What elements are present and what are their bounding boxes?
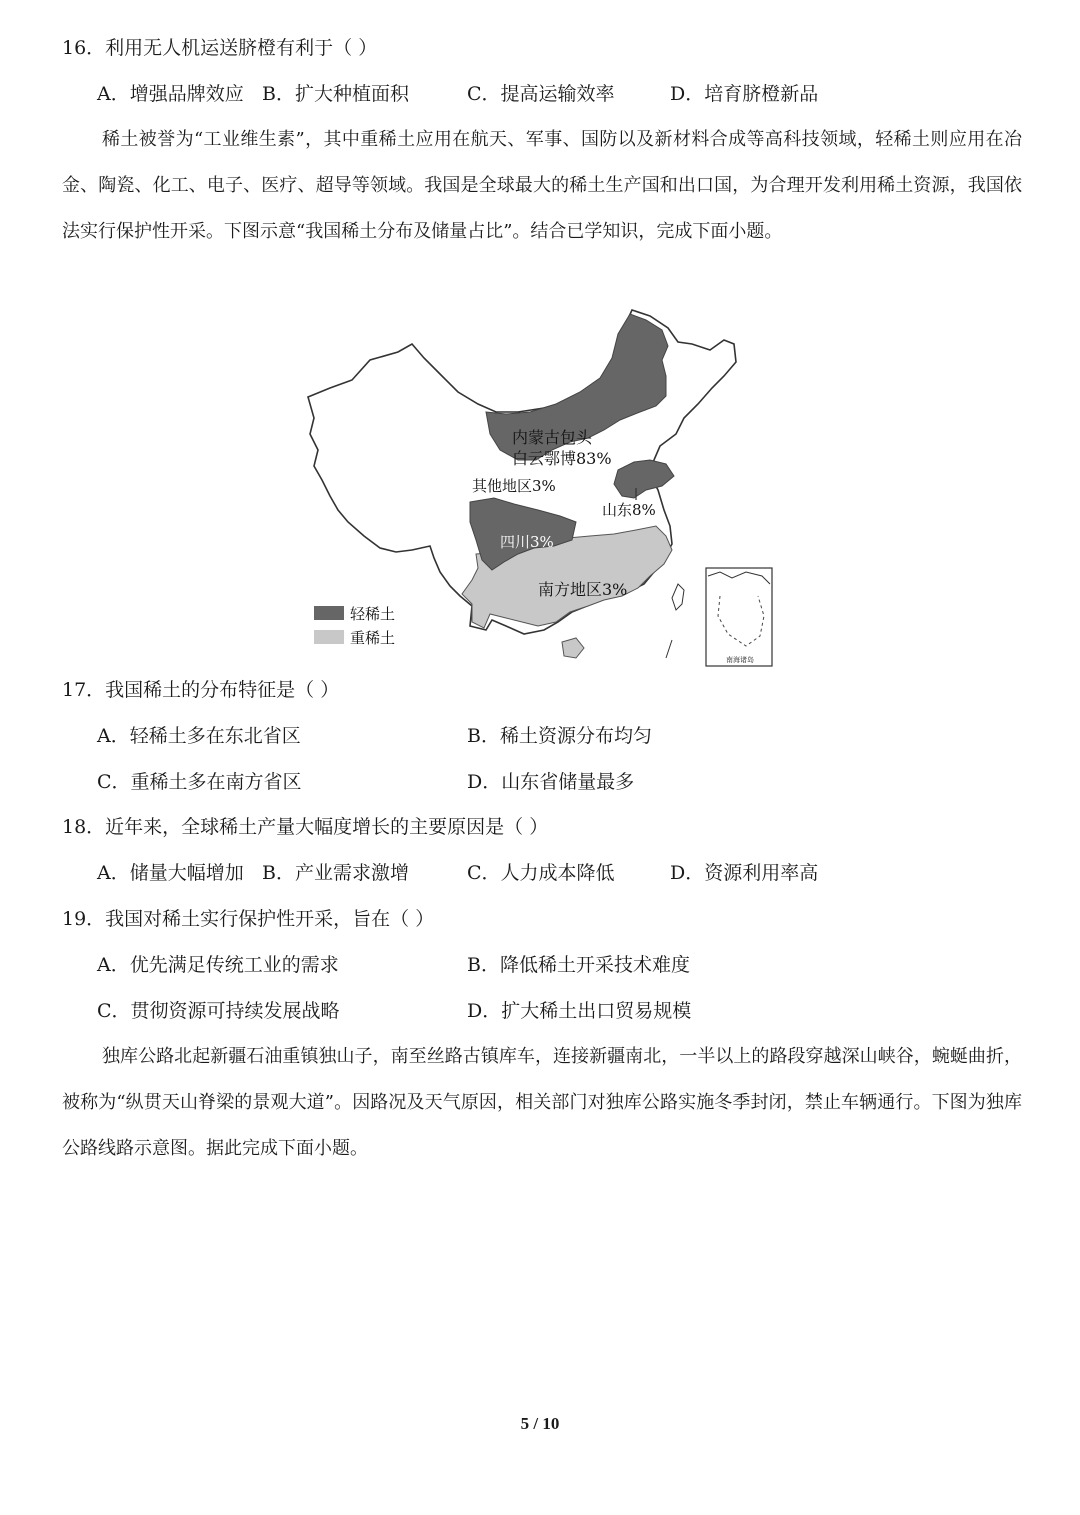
legend-swatch-light-ree <box>314 606 344 620</box>
label-other-regions: 其他地区3% <box>472 477 556 495</box>
passage-rare-earth: 稀土被誉为“工业维生素”，其中重稀土应用在航天、军事、国防以及新材料合成等高科技领域，轻稀土则应用在冶金、陶瓷、化工、电子、医疗、超导等领域。我国是全球最大的稀土生产国和出口国，为合理开发利用稀土资源，我国依法实行保护性开采。下图示意“我国稀土分布及储量占比”。结合已学知识，完成下面小题。 <box>62 129 1022 242</box>
q19-option-b: B．降低稀土开采技术难度 <box>467 954 690 976</box>
legend-label-heavy-ree: 重稀土 <box>350 629 396 647</box>
q17-option-d: D．山东省储量最多 <box>467 771 635 793</box>
q17-option-c: C．重稀土多在南方省区 <box>97 771 302 793</box>
q17-stem: 17．我国稀土的分布特征是（ ） <box>62 679 340 701</box>
q19-option-c: C．贯彻资源可持续发展战略 <box>97 1000 340 1022</box>
q17-option-b: B．稀土资源分布均匀 <box>467 725 652 747</box>
q16-option-a: A．增强品牌效应 <box>97 83 244 105</box>
q18-stem: 18．近年来，全球稀土产量大幅度增长的主要原因是（ ） <box>62 816 549 838</box>
region-hainan <box>562 638 584 658</box>
q17-option-a: A．轻稀土多在东北省区 <box>97 725 301 747</box>
q19-stem: 19．我国对稀土实行保护性开采，旨在（ ） <box>62 908 435 930</box>
q16-option-d: D．培育脐橙新品 <box>670 83 819 105</box>
q18-option-a: A．储量大幅增加 <box>97 862 244 884</box>
passage-duku-highway: 独库公路北起新疆石油重镇独山子，南至丝路古镇库车，连接新疆南北，一半以上的路段穿越深山峡谷，蜿蜒曲折，被称为“纵贯天山脊梁的景观大道”。因路况及天气原因，相关部门对独库公路实施冬季封闭，禁止车辆通行。下图为独库公路线路示意图。据此完成下面小题。 <box>62 1046 1022 1159</box>
label-inner-mongolia-1: 内蒙古包头 <box>512 428 593 447</box>
q18-option-b: B．产业需求激增 <box>262 862 409 884</box>
q18-option-d: D．资源利用率高 <box>670 862 819 884</box>
q18-option-c: C．人力成本降低 <box>467 862 615 884</box>
coast-tick <box>666 640 672 658</box>
label-southern-regions: 南方地区3% <box>538 580 628 599</box>
q19-option-d: D．扩大稀土出口贸易规模 <box>467 1000 692 1022</box>
south-china-sea-inset <box>706 568 772 666</box>
label-sichuan: 四川3% <box>500 533 554 551</box>
inset-label: 南海诸岛 <box>726 656 754 664</box>
label-shandong: 山东8% <box>602 501 656 519</box>
q16-stem: 16．利用无人机运送脐橙有利于（ ） <box>62 37 378 59</box>
label-inner-mongolia-2: 白云鄂博83% <box>512 449 612 468</box>
page-number: 5 / 10 <box>520 1414 560 1433</box>
q19-option-a: A．优先满足传统工业的需求 <box>97 954 339 976</box>
q16-option-b: B．扩大种植面积 <box>262 83 409 105</box>
rare-earth-distribution-map <box>300 300 780 672</box>
q16-option-c: C．提高运输效率 <box>467 83 615 105</box>
legend-label-light-ree: 轻稀土 <box>350 605 396 623</box>
region-taiwan <box>672 584 684 610</box>
legend-swatch-heavy-ree <box>314 630 344 644</box>
